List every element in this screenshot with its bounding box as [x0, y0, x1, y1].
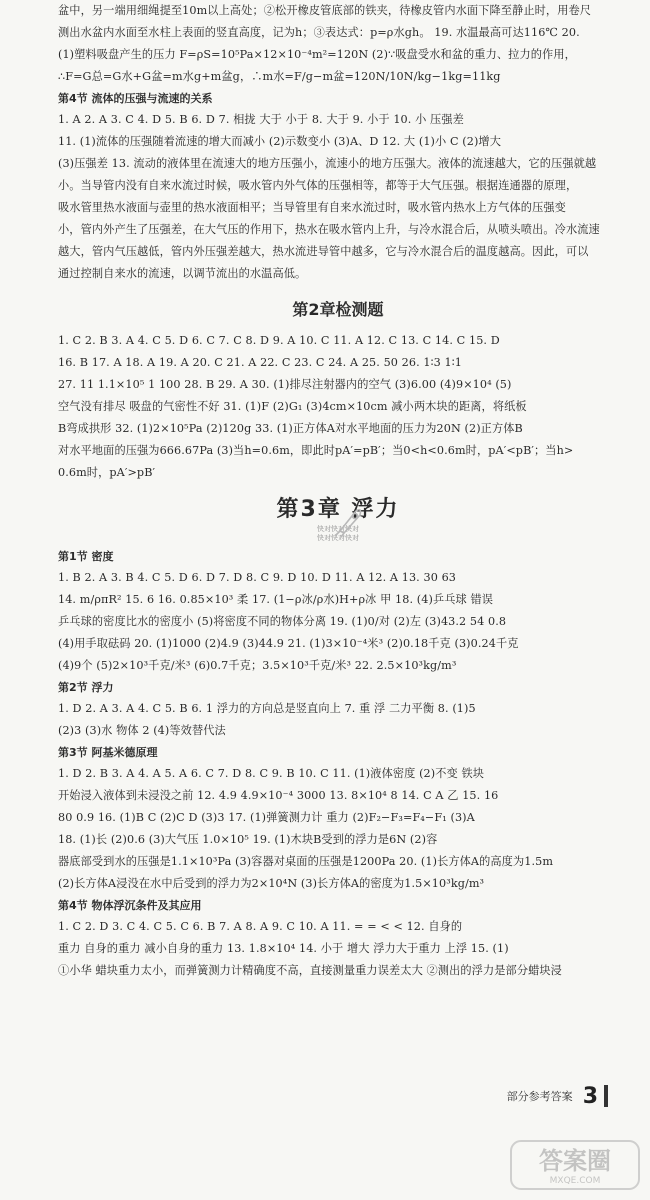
section-4-answers — [58, 109, 618, 285]
answer-line: (3)压强差 13. 流动的液体里在流速大的地方压强小，流速小的地方压强大。液体的流速越大，它的压强就越 — [58, 157, 597, 170]
answer-line: 18. (1)长 (2)0.6 (3)大气压 1.0×10⁵ 19. (1)木块B受到的浮力是6N (2)容 — [58, 833, 438, 846]
answer-line: (2)长方体A浸没在水中后受到的浮力为2×10⁴N (3)长方体A的密度为1.5×10³kg/m³ — [58, 877, 485, 890]
answer-line: 1. C 2. D 3. C 4. C 5. C 6. B 7. A 8. A 9. C 10. A 11. = = < < 12. 自身的 — [58, 920, 463, 933]
site-logo — [505, 1135, 645, 1195]
intro-answers — [58, 0, 618, 88]
answer-line: (4)9个 (5)2×10³千克/米³ (6)0.7千克；3.5×10³千克/米³ 22. 2.5×10³kg/m³ — [58, 659, 457, 672]
answer-line: 空气没有排尽 吸盘的气密性不好 31. (1)F (2)G₁ (3)4cm×10cm 减小两木块的距离，将纸板 — [58, 400, 527, 413]
answer-line: ①小华 蜡块重力太小，而弹簧测力计精确度不高，直接测量重力误差太大 ②测出的浮力是部分蜡块浸 — [58, 964, 562, 977]
answer-page — [58, 0, 618, 1200]
answer-line: 越大，管内气压越低，管内外压强差越大，热水流进导管中越多，它与冷水混合后的温度越高。因此，可以 — [58, 245, 589, 258]
answer-line: 对水平地面的压强为666.67Pa (3)当h=0.6m，即此时pA′=pB′；当0<h<0.6m时，pA′<pB′；当h> — [58, 444, 574, 457]
footer — [496, 1084, 608, 1108]
answer-line: 1. B 2. A 3. B 4. C 5. D 6. D 7. D 8. C 9. D 10. D 11. A 12. A 13. 30 63 — [58, 571, 457, 584]
answer-line: 27. 11 1.1×10⁵ 1 100 28. B 29. A 30. (1)排尽注射器内的空气 (3)6.00 (4)9×10⁴ (5) — [58, 378, 512, 391]
section-2-title: 第2节 浮力 — [58, 681, 114, 694]
footer-label: 部分参考答案 — [506, 1090, 573, 1103]
section-3-answers — [58, 763, 618, 895]
section-1-title: 第1节 密度 — [58, 550, 114, 563]
chapter-2-answers — [58, 330, 618, 484]
answer-line: 测出水盆内水面至水柱上表面的竖直高度，记为h；③表达式：p=ρ水gh。 19. 水温最高可达116℃ 20. — [58, 26, 580, 39]
answer-line: 1. C 2. B 3. A 4. C 5. D 6. C 7. C 8. D 9. A 10. C 11. A 12. C 13. C 14. C 15. D — [58, 334, 500, 347]
answer-line: 盆中，另一端用细绳提至10m以上高处；②松开橡皮管底部的铁夹，待橡皮管内水面下降至静止时，用卷尺 — [58, 4, 592, 17]
answer-line: 80 0.9 16. (1)B C (2)C D (3)3 17. (1)弹簧测力计 重力 (2)F₂−F₃=F₄−F₁ (3)A — [58, 811, 475, 824]
chapter-3-title: 第3章 浮力 — [276, 497, 400, 522]
chapter-2-test-title: 第2章检测题 — [292, 300, 384, 319]
answer-line: 14. m/ρπR² 15. 6 16. 0.85×10³ 柔 17. (1−ρ冰/ρ水)H+ρ冰 甲 18. (4)乒乓球 错误 — [58, 593, 494, 606]
answer-line: 小，管内外产生了压强差，在大气压的作用下，热水在吸水管内上升，与冷水混合后，从喷头喷出。冷水流速 — [58, 223, 600, 236]
answer-line: ∴F=G总=G水+G盆=m水g+m盆g，∴m水=F/g−m盆=120N/10N/kg−1kg=11kg — [58, 70, 501, 83]
answer-line: 乒乓球的密度比水的密度小 (5)将密度不同的物体分离 19. (1)0/对 (2)左 (3)43.2 54 0.8 — [58, 615, 507, 628]
answer-line: 通过控制自来水的流速，以调节流出的水温高低。 — [58, 267, 307, 280]
section-2-answers — [58, 698, 618, 742]
page-number: 3 — [582, 1083, 598, 1109]
answer-line: 11. (1)流体的压强随着流速的增大而减小 (2)示数变小 (3)A、D 12. 大 (1)小 C (2)增大 — [58, 135, 501, 148]
watermark-line: 快对快对快对 — [317, 525, 359, 533]
answer-line: 重力 自身的重力 减小自身的重力 13. 1.8×10⁴ 14. 小于 增大 浮力大于重力 上浮 15. (1) — [58, 942, 509, 955]
answer-line: 开始浸入液体到未浸没之前 12. 4.9 4.9×10⁻⁴ 3000 13. 8×10⁴ 8 14. C A 乙 15. 16 — [58, 789, 499, 802]
logo-text: 答案圈 — [539, 1147, 611, 1175]
answer-line: (2)3 (3)水 物体 2 (4)等效替代法 — [58, 724, 226, 737]
watermark-line: 快对快对快对 — [317, 534, 359, 542]
answer-line: 器底部受到水的压强是1.1×10³Pa (3)容器对桌面的压强是1200Pa 20. (1)长方体A的高度为1.5m — [58, 855, 554, 868]
answer-line: 吸水管里热水液面与壶里的热水液面相平；当导管里有自来水流过时，吸水管内热水上方气体的压强变 — [58, 201, 566, 214]
rocket-icon — [332, 503, 368, 539]
answer-line: 16. B 17. A 18. A 19. A 20. C 21. A 22. C 23. C 24. A 25. 50 26. 1∶3 1∶1 — [58, 356, 462, 369]
answer-line: 小。当导管内没有自来水流过时候，吸水管内外气体的压强相等，都等于大气压强。根据连通器的原理， — [58, 179, 578, 192]
section-4-title: 第4节 流体的压强与流速的关系 — [58, 92, 213, 105]
answer-line: 1. D 2. A 3. A 4. C 5. B 6. 1 浮力的方向总是竖直向上 7. 重 浮 二力平衡 8. (1)5 — [58, 702, 476, 715]
logo-sub: MXQE.COM — [549, 1176, 601, 1186]
answer-line: B弯成拱形 32. (1)2×10⁵Pa (2)120g 33. (1)正方体A对水平地面的压力为20N (2)正方体B — [58, 422, 523, 435]
section-3-title: 第3节 阿基米德原理 — [58, 746, 158, 759]
answer-line: (4)用手取砝码 20. (1)1000 (2)4.9 (3)44.9 21. (1)3×10⁻⁴米³ (2)0.18千克 (3)0.24千克 — [58, 637, 519, 650]
answer-line: 0.6m时，pA′>pB′ — [58, 466, 156, 479]
page-marker-bar — [604, 1085, 608, 1107]
answer-line: 1. A 2. A 3. C 4. D 5. B 6. D 7. 相拢 大于 小于 8. 大于 9. 小于 10. 小 压强差 — [58, 113, 464, 126]
section-1-answers — [58, 567, 618, 677]
answer-line: 1. D 2. B 3. A 4. A 5. A 6. C 7. D 8. C 9. B 10. C 11. (1)液体密度 (2)不变 铁块 — [58, 767, 485, 780]
section-4b-title: 第4节 物体浮沉条件及其应用 — [58, 899, 202, 912]
section-4b-answers — [58, 916, 618, 982]
answer-line: (1)塑料吸盘产生的压力 F=ρS=10⁵Pa×12×10⁻⁴m²=120N (2)∵吸盘受水和盆的重力、拉力的作用， — [58, 48, 576, 61]
